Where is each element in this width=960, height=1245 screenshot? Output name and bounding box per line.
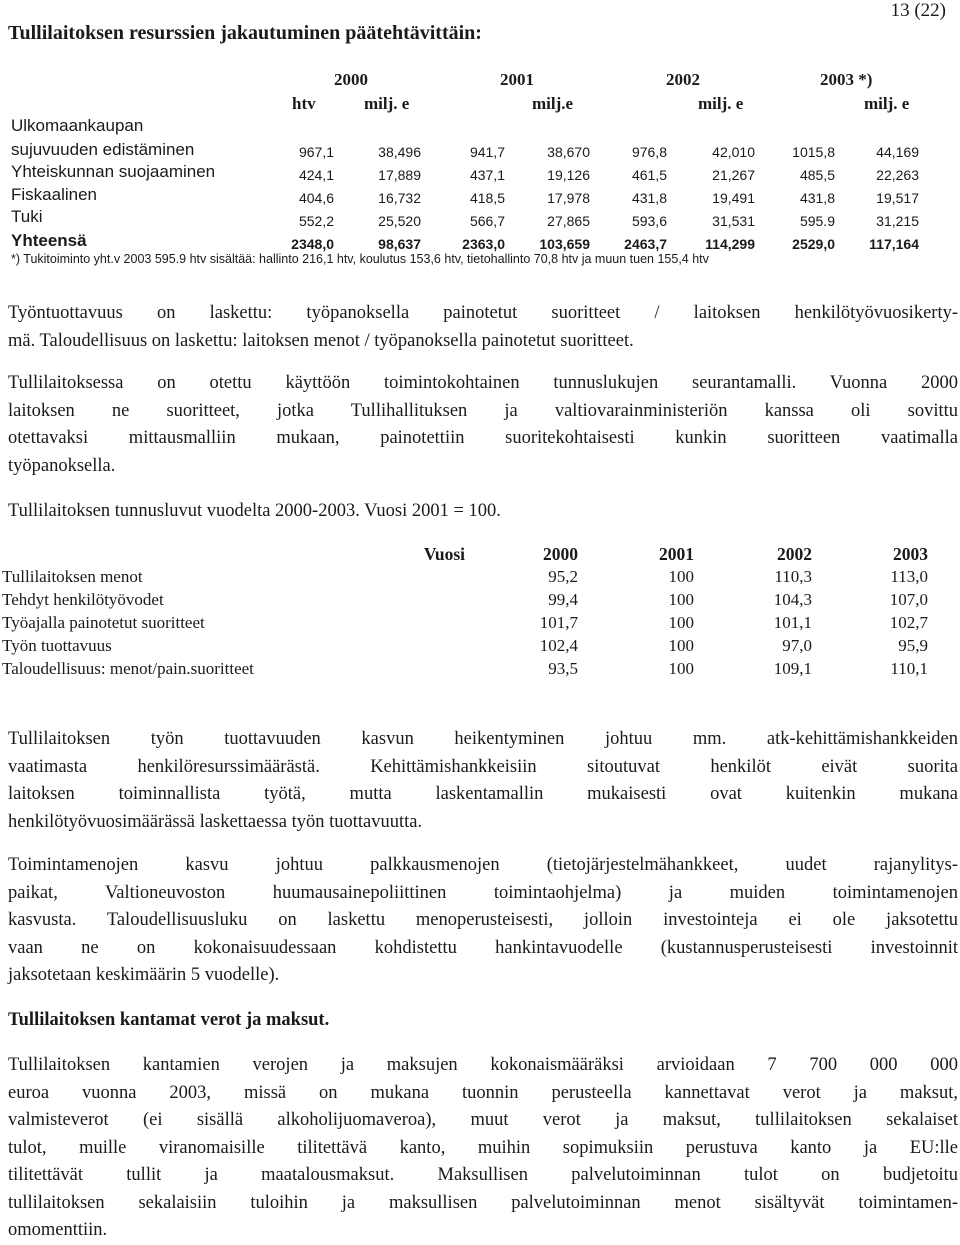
cell: 424,1 [298, 167, 334, 183]
row-label: Yhteiskunnan suojaaminen [11, 162, 216, 181]
text-line: laitoksen toiminnallista työtä, mutta laskentamallin mukaisesti ovat kuitenkin mukana [8, 784, 958, 804]
cell: 25,520 [378, 213, 421, 229]
paragraph-productivity-decline [8, 726, 958, 836]
paragraph-operating-costs [8, 852, 958, 990]
index-cell: 100 [668, 590, 694, 609]
index-cell: 107,0 [889, 590, 928, 609]
cell: 31,215 [876, 213, 919, 229]
row-label: Tuki [11, 207, 43, 226]
total-row-label: Yhteensä [11, 231, 87, 250]
cell: 22,263 [876, 167, 919, 183]
year-header-2002: 2002 [666, 70, 700, 89]
year-header-2003: 2003 *) [820, 70, 873, 89]
index-header-2002: 2002 [777, 544, 812, 564]
paragraph-measurement-model [8, 370, 958, 480]
index-row-label: Tehdyt henkilötyövodet [2, 590, 164, 609]
cell: 941,7 [469, 144, 505, 160]
text-line: vaatimasta henkilöresurssimäärästä. Kehittämishankkeisiin sitoutuvat henkilöt eivät suorita [8, 756, 958, 777]
paragraph-productivity-definition [8, 300, 958, 355]
cell: 437,1 [469, 167, 505, 183]
paragraph-taxes-collected [8, 1052, 958, 1245]
index-cell: 99,4 [548, 590, 578, 609]
cell: 485,5 [799, 167, 835, 183]
cell: 976,8 [631, 144, 667, 160]
cell: 595.9 [799, 213, 835, 229]
index-cell: 113,0 [890, 567, 928, 586]
text-line: valmisteverot (ei sisällä alkoholijuomaveroa), muut verot ja maksut, tullilaitoksen sekalaiset [8, 1110, 958, 1130]
cell: 431,8 [799, 190, 835, 206]
index-cell: 93,5 [548, 659, 578, 678]
cell: 967,1 [298, 144, 334, 160]
cell: 42,010 [712, 144, 755, 160]
resource-footnote: *) Tukitoiminto yht.v 2003 595.9 htv sisältää: hallinto 216,1 htv, koulutus 153,6 htv, tietohallinto 70,8 htv ja muun tuen 155,4 htv [11, 252, 709, 266]
index-row-label: Työajalla painotetut suoritteet [2, 613, 205, 632]
subheader-milj-2002: milj. e [698, 94, 744, 113]
index-cell: 110,3 [774, 567, 812, 586]
index-cell: 95,9 [898, 636, 928, 655]
cell: 17,978 [547, 190, 590, 206]
section-title: Tullilaitoksen resurssien jakautuminen päätehtävittäin: [8, 22, 482, 44]
row-label-top: Ulkomaankaupan [11, 116, 144, 135]
text-line: jaksotetaan keskimäärin 5 vuodelle). [8, 965, 280, 985]
cell: 418,5 [469, 190, 505, 206]
index-cell: 95,2 [548, 567, 578, 586]
cell: 404,6 [298, 190, 334, 206]
total-cell: 2363,0 [462, 236, 505, 252]
text-line: tilitettävät tullit ja maatalousmaksut. Maksullisen palvelutoiminnan tulot on budjetoitu [8, 1165, 958, 1185]
text-line: omomenttiin. [8, 1220, 108, 1240]
total-cell: 103,659 [539, 236, 590, 252]
subheader-milj-2000: milj. e [364, 94, 410, 113]
total-cell: 114,299 [705, 236, 755, 252]
cell: 21,267 [712, 167, 755, 183]
index-cell: 101,1 [773, 613, 812, 632]
cell: 461,5 [631, 167, 667, 183]
text-line: kasvusta. Taloudellisuusluku on laskettu menoperusteisesti, jolloin investointeja ei ole jaksotettu [8, 910, 958, 930]
subheader-milj-2003: milj. e [864, 94, 910, 113]
text-line: Tullilaitoksen työn tuottavuuden kasvun heikentyminen johtuu mm. atk-kehittämishankkeiden [8, 729, 958, 749]
text-line: euroa vuonna 2003, missä on mukana tuonnin perusteella kannettavat verot ja maksut, [8, 1082, 958, 1103]
text-line: työpanoksella. [8, 455, 116, 476]
total-cell: 2348,0 [291, 236, 334, 252]
cell: 17,889 [378, 167, 421, 183]
cell: 1015,8 [792, 144, 835, 160]
text-line: vaan ne on kokonaisuudessaan kohdistettu hankintavuodelle (kustannusperusteisesti investoinnit [8, 937, 958, 958]
row-label: Fiskaalinen [11, 185, 97, 204]
index-cell: 109,1 [773, 659, 812, 678]
text-line: Toimintamenojen kasvu johtuu palkkausmenojen (tietojärjestelmähankkeet, uudet rajanylitys- [8, 855, 958, 875]
year-header-2001: 2001 [500, 70, 534, 89]
total-cell: 2529,0 [792, 236, 835, 252]
text-line: Tullilaitoksessa on otettu käyttöön toimintokohtainen tunnuslukujen seurantamalli. Vuonna 2000 [8, 373, 958, 393]
index-row-label: Työn tuottavuus [2, 636, 112, 655]
cell: 19,491 [712, 190, 755, 206]
cell: 27,865 [547, 213, 590, 229]
cell: 19,126 [547, 167, 590, 183]
text-line: mä. Taloudellisuus on laskettu: laitoksen menot / työpanoksella painotetut suoritteet. [8, 330, 634, 351]
text-line: Työntuottavuus on laskettu: työpanoksella painotetut suoritteet / laitoksen henkilötyövuosikerty- [8, 303, 958, 323]
paragraph-index-intro [8, 498, 958, 526]
index-cell: 101,7 [539, 613, 578, 632]
cell: 552,2 [298, 213, 334, 229]
index-cell: 104,3 [773, 590, 812, 609]
year-header-2000: 2000 [334, 70, 368, 89]
index-cell: 110,1 [890, 659, 928, 678]
subheader-milj-2001: milj.e [532, 94, 574, 113]
index-row-label: Tullilaitoksen menot [2, 567, 143, 586]
index-cell: 102,4 [539, 636, 578, 655]
index-row-label: Taloudellisuus: menot/pain.suoritteet [2, 659, 254, 678]
text-line: henkilötyövuosimäärässä laskettaessa työn tuottavuutta. [8, 811, 423, 832]
total-cell: 117,164 [869, 236, 919, 252]
cell: 38,670 [547, 144, 590, 160]
cell: 44,169 [876, 144, 919, 160]
index-cell: 100 [668, 636, 694, 655]
text-line: laitoksen ne suoritteet, jotka Tullihallituksen ja valtiovarainministeriön kanssa oli sovittu [8, 400, 958, 421]
text-line: tulot, muille viranomaisille tilitettävä kanto, muihin sopimuksiin perustuva kanto ja EU:lle [8, 1137, 958, 1158]
index-header-vuosi: Vuosi [423, 544, 465, 564]
page-number: 13 (22) [890, 0, 946, 21]
heading-taxes-and-fees: Tullilaitoksen kantamat verot ja maksut. [8, 1010, 330, 1030]
index-cell: 97,0 [782, 636, 812, 655]
text-line: tullilaitoksen sekalaisiin tuloihin ja maksullisen palvelutoiminnan menot sisältyvät toimintamen- [8, 1192, 958, 1213]
text-line: paikat, Valtioneuvoston huumausainepoliittinen toimintaohjelma) ja muiden toimintamenojen [8, 882, 958, 903]
text-line: Tullilaitoksen kantamien verojen ja maksujen kokonaismääräksi arvioidaan 7 700 000 000 [8, 1055, 958, 1075]
cell: 566,7 [469, 213, 505, 229]
index-cell: 100 [668, 659, 694, 678]
cell: 38,496 [378, 144, 421, 160]
row-label: sujuvuuden edistäminen [11, 140, 195, 159]
index-header-2000: 2000 [543, 544, 578, 564]
total-cell: 98,637 [378, 236, 421, 252]
subheader-htv: htv [292, 94, 316, 113]
index-cell: 100 [668, 613, 694, 632]
text-line: otettavaksi mittausmalliin mukaan, painotettiin suoritekohtaisesti kunkin suoritteen vaatimalla [8, 428, 958, 448]
cell: 431,8 [631, 190, 667, 206]
text-line: Tullilaitoksen tunnusluvut vuodelta 2000-2003. Vuosi 2001 = 100. [8, 501, 501, 521]
index-header-2001: 2001 [659, 544, 694, 564]
total-cell: 2463,7 [624, 236, 667, 252]
cell: 31,531 [712, 213, 755, 229]
cell: 16,732 [378, 190, 421, 206]
index-header-2003: 2003 [893, 544, 928, 564]
cell: 19,517 [876, 190, 919, 206]
index-cell: 100 [668, 567, 694, 586]
cell: 593,6 [631, 213, 667, 229]
index-cell: 102,7 [889, 613, 928, 632]
